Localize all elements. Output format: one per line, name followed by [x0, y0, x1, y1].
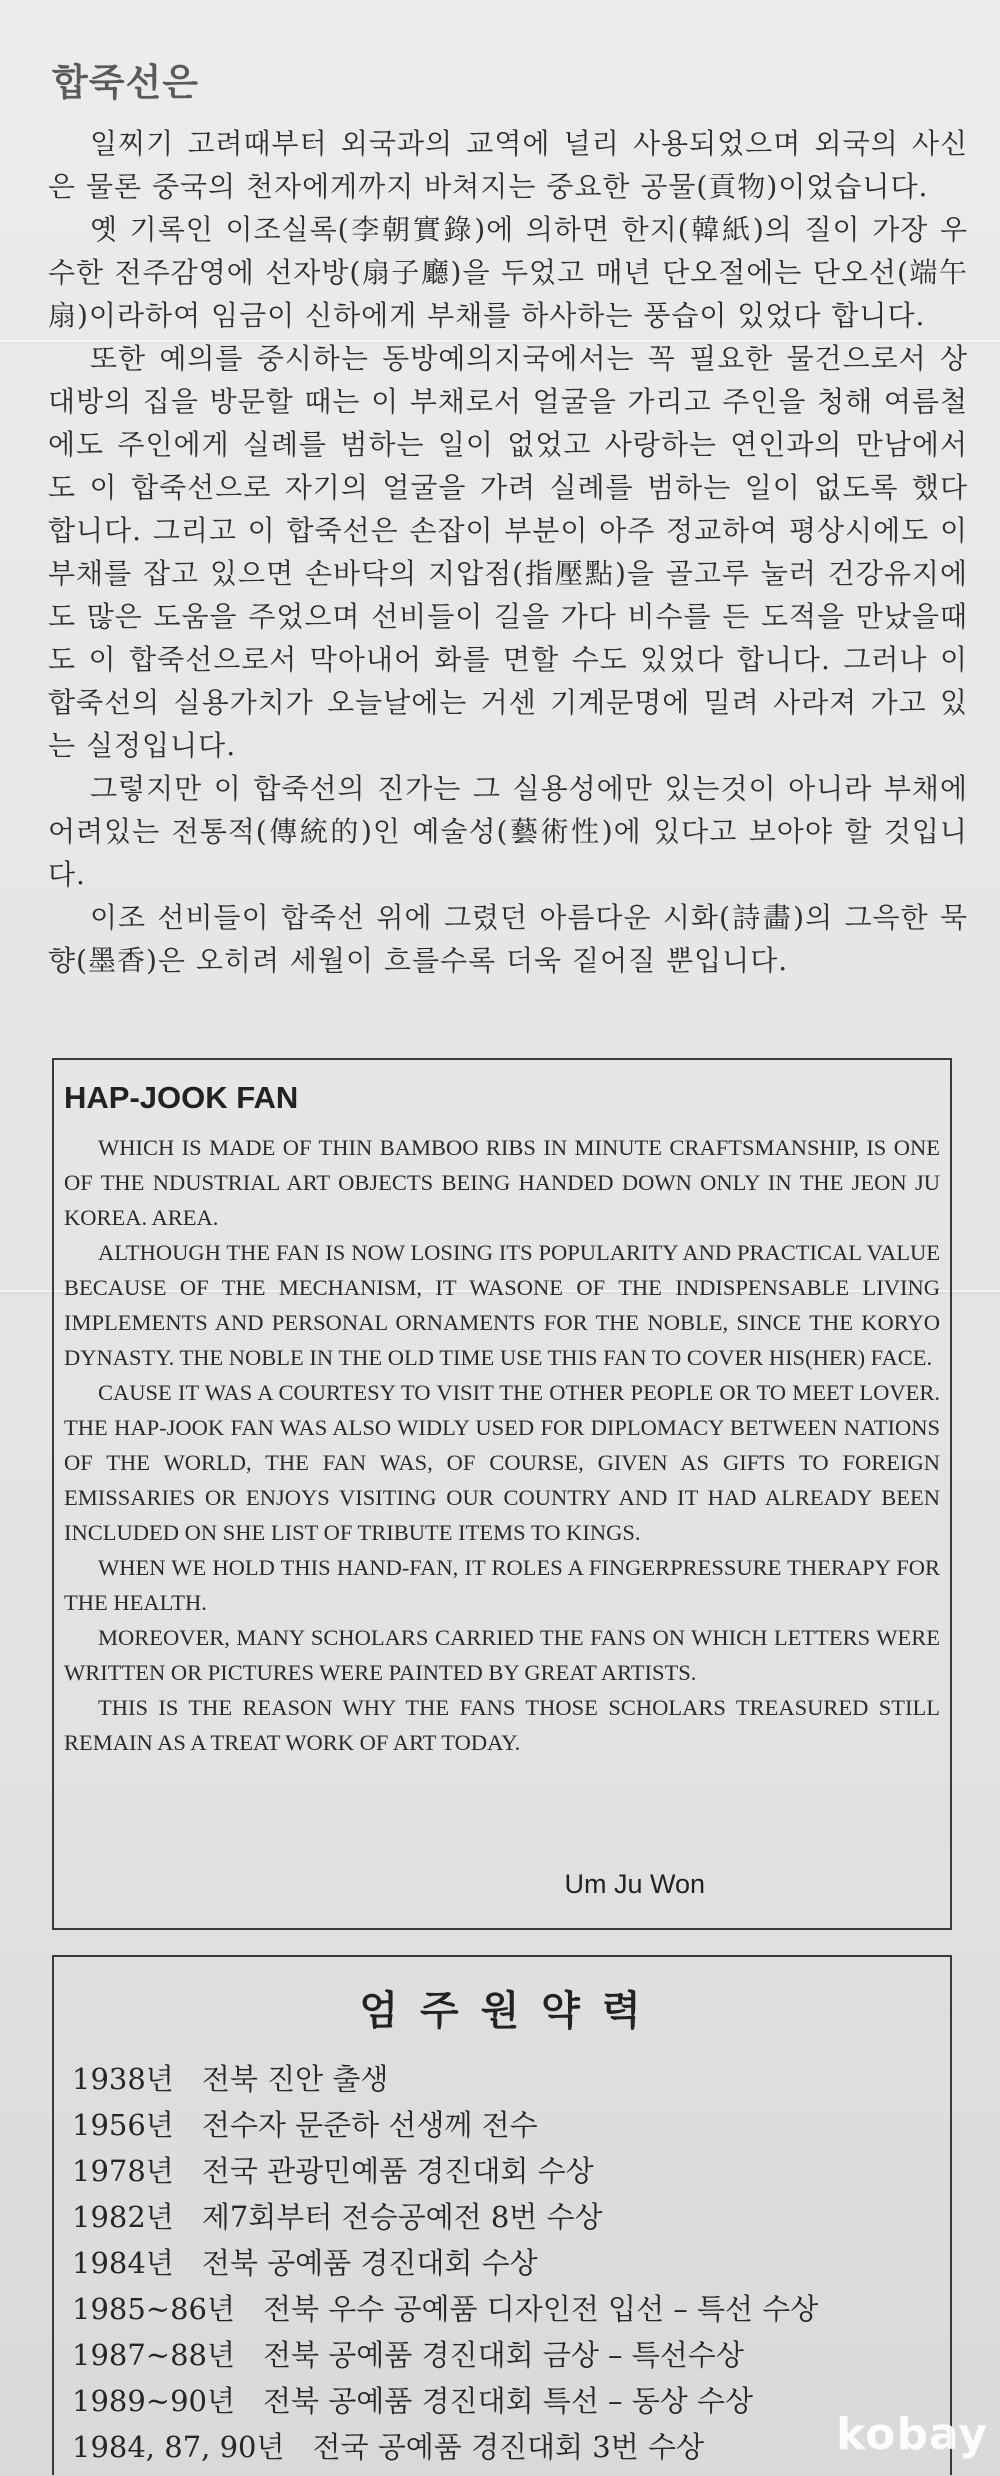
- biography-text: 전북 공예품 경진대회 금상 – 특선수상: [263, 2338, 744, 2372]
- biography-entry: [72, 2378, 950, 2424]
- english-paragraph: THIS IS THE REASON WHY THE FANS THOSE SCHOLARS TREASURED STILL REMAIN AS A TREAT WORK OF ART TODAY.: [64, 1695, 940, 1755]
- english-paragraph: CAUSE IT WAS A COURTESY TO VISIT THE OTHER PEOPLE OR TO MEET LOVER. THE HAP-JOOK FAN WAS ALSO WIDLY USED FOR DIPLOMACY BETWEEN NATIONS OF THE WORLD, THE FAN WAS, OF COURSE, GIVEN AS GIFTS TO FOREIGN EMISSARIES OR ENJOYS VISITING OUR COUNTRY AND IT HAD ALREADY BEEN INCLUDED ON SHE LIST OF TRIBUTE ITEMS TO KINGS.: [64, 1380, 940, 1545]
- english-description-box: [52, 1058, 952, 1930]
- korean-paragraph: 그렇지만 이 합죽선의 진가는 그 실용성에만 있는것이 아니라 부채에 어려있는 전통적(傳統的)인 예술성(藝術性)에 있다고 보아야 할 것입니다.: [48, 772, 968, 891]
- korean-paragraph: 일찌기 고려때부터 외국과의 교역에 널리 사용되었으며 외국의 사신은 물론 중국의 천자에게까지 바쳐지는 중요한 공물(貢物)이었습니다.: [48, 127, 968, 203]
- biography-year: 1984, 87, 90년: [72, 2430, 285, 2464]
- english-paragraph: ALTHOUGH THE FAN IS NOW LOSING ITS POPULARITY AND PRACTICAL VALUE BECAUSE OF THE MECHANISM, IT WASONE OF THE INDISPENSABLE LIVING IMPLEMENTS AND PERSONAL ORNAMENTS FOR THE NOBLE, SINCE THE KORYO DYNASTY. THE NOBLE IN THE OLD TIME USE THIS FAN TO COVER HIS(HER) FACE.: [64, 1240, 940, 1370]
- biography-text: 전국 관광민예품 경진대회 수상: [201, 2154, 594, 2188]
- biography-text: 전국 공예품 경진대회 3번 수상: [312, 2430, 704, 2464]
- biography-year: 1938년: [72, 2062, 174, 2096]
- korean-paragraph: 또한 예의를 중시하는 동방예의지국에서는 꼭 필요한 물건으로서 상대방의 집을 방문할 때는 이 부채로서 얼굴을 가리고 주인을 청해 여름철에도 주인에게 실례를 범하는 일이 없었고 사랑하는 연인과의 만남에서도 이 합죽선으로 자기의 얼굴을 가려 실례를 범하는 일이 없도록 했다 합니다. 그리고 이 합죽선은 손잡이 부분이 아주 정교하여 평상시에도 이 부채를 잡고 있으면 손바닥의 지압점(指壓點)을 골고루 눌러 건강유지에도 많은 도움을 주었으며 선비들이 길을 가다 비수를 든 도적을 만났을때도 이 합죽선으로서 막아내어 화를 면할 수도 있었다 합니다. 그러나 이 합죽선의 실용가치가 오늘날에는 거센 기계문명에 밀려 사라져 가고 있는 실정입니다.: [48, 342, 968, 762]
- biography-entry: [72, 2332, 950, 2378]
- author-signature: Um Ju Won: [564, 1869, 705, 1899]
- english-paragraph: MOREOVER, MANY SCHOLARS CARRIED THE FANS ON WHICH LETTERS WERE WRITTEN OR PICTURES WERE PAINTED BY GREAT ARTISTS.: [64, 1625, 940, 1685]
- english-title: HAP-JOOK FAN: [64, 1080, 299, 1115]
- biography-text: 전수자 문준하 선생께 전수: [201, 2108, 538, 2142]
- biography-title: 엄주원약력: [359, 1987, 663, 2034]
- biography-text: 전북 공예품 경진대회 특선 – 동상 수상: [263, 2384, 754, 2418]
- biography-year: 1982년: [72, 2200, 174, 2234]
- biography-entry: [72, 2194, 950, 2240]
- site-watermark: kobay: [836, 2409, 988, 2460]
- biography-entry: [72, 2148, 950, 2194]
- biography-year: 1987~88년: [72, 2338, 236, 2372]
- biography-year: 1984년: [72, 2246, 174, 2280]
- biography-year: 1956년: [72, 2108, 174, 2142]
- biography-entry: [72, 2056, 950, 2102]
- biography-box: [52, 1955, 952, 2475]
- biography-entry: [72, 2102, 950, 2148]
- biography-entry: [72, 2424, 950, 2470]
- biography-entry: [72, 2286, 950, 2332]
- biography-text: 제7회부터 전승공예전 8번 수상: [201, 2200, 603, 2234]
- biography-year: 1978년: [72, 2154, 174, 2188]
- biography-text: 전북 진안 출생: [201, 2062, 389, 2096]
- korean-description: [48, 52, 968, 982]
- korean-paragraph: 이조 선비들이 합죽선 위에 그렸던 아름다운 시화(詩畵)의 그윽한 묵향(墨香)은 오히려 세월이 흐를수록 더욱 짙어질 뿐입니다.: [48, 901, 968, 977]
- biography-entry: [72, 2240, 950, 2286]
- english-paragraph: WHEN WE HOLD THIS HAND-FAN, IT ROLES A FINGERPRESSURE THERAPY FOR THE HEALTH.: [64, 1555, 940, 1615]
- biography-year: 1985~86년: [72, 2292, 236, 2326]
- biography-year: 1989~90년: [72, 2384, 236, 2418]
- korean-heading: 합죽선은: [52, 61, 199, 104]
- korean-paragraph: 옛 기록인 이조실록(李朝實錄)에 의하면 한지(韓紙)의 질이 가장 우수한 전주감영에 선자방(扇子廳)을 두었고 매년 단오절에는 단오선(端午扇)이라하여 임금이 신하에게 부채를 하사하는 풍습이 있었다 합니다.: [48, 213, 968, 332]
- biography-text: 전북 공예품 경진대회 수상: [201, 2246, 538, 2280]
- english-paragraph: WHICH IS MADE OF THIN BAMBOO RIBS IN MINUTE CRAFTSMANSHIP, IS ONE OF THE NDUSTRIAL ART OBJECTS BEING HANDED DOWN ONLY IN THE JEON JU KOREA. AREA.: [64, 1135, 940, 1230]
- biography-text: 전북 우수 공예품 디자인전 입선 – 특선 수상: [263, 2292, 819, 2326]
